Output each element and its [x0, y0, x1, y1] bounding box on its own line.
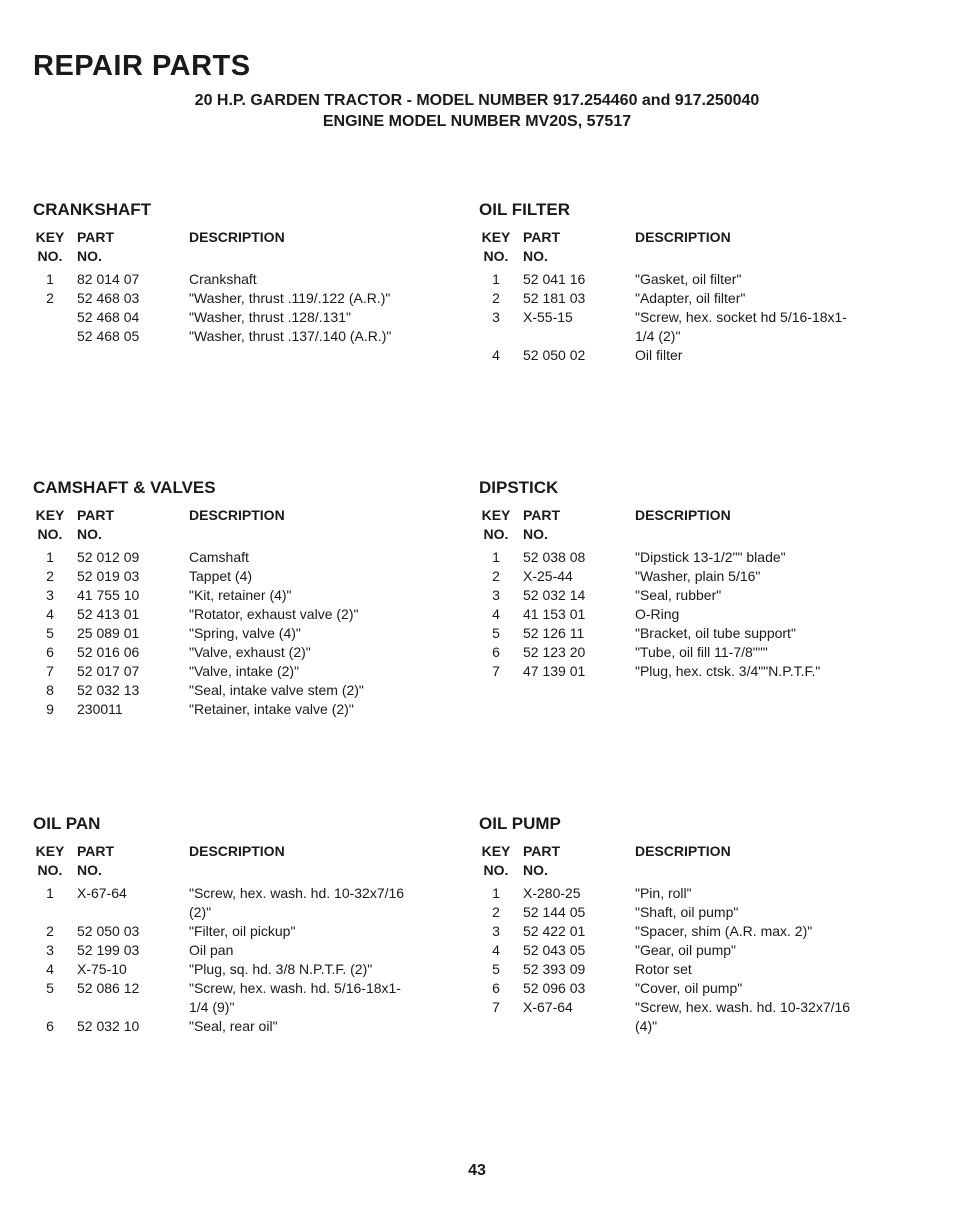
table-row [33, 979, 453, 1017]
part-number: 52 123 20 [523, 644, 586, 660]
part-number: 52 032 13 [77, 682, 140, 698]
part-description: "Valve, exhaust (2)" [189, 644, 311, 660]
key-number: 5 [46, 625, 54, 641]
table-row [33, 1017, 453, 1036]
part-description: "Gasket, oil filter" [635, 271, 742, 287]
table-row [33, 327, 453, 346]
part-number: 82 014 07 [77, 271, 140, 287]
table-row [479, 979, 899, 998]
table-row [479, 624, 899, 643]
key-number: 7 [492, 999, 500, 1015]
column-header-description: DESCRIPTION [635, 507, 731, 523]
key-number: 6 [46, 1018, 54, 1034]
table-row [479, 605, 899, 624]
column-header-key: KEY [481, 229, 511, 245]
key-number: 4 [492, 347, 500, 363]
part-number: 52 012 09 [77, 549, 140, 565]
section-title: CRANKSHAFT [33, 200, 152, 219]
key-number: 3 [492, 309, 500, 325]
column-header-key: KEY [481, 843, 511, 859]
key-number: 1 [492, 885, 500, 901]
key-number: 2 [492, 568, 500, 584]
table-row [33, 308, 453, 327]
part-description: "Spacer, shim (A.R. max. 2)" [635, 923, 813, 939]
page-number: 43 [468, 1162, 486, 1179]
column-header-description: DESCRIPTION [189, 843, 285, 859]
section-title: OIL PUMP [479, 814, 561, 833]
column-header-description: DESCRIPTION [189, 229, 285, 245]
part-number: 52 019 03 [77, 568, 140, 584]
part-description: "Seal, rubber" [635, 587, 722, 603]
part-number: X-67-64 [523, 999, 573, 1015]
key-number: 1 [492, 271, 500, 287]
key-number: 3 [492, 587, 500, 603]
part-number: X-25-44 [523, 568, 573, 584]
key-number: 7 [492, 663, 500, 679]
part-number: 52 050 02 [523, 347, 586, 363]
part-number: 52 422 01 [523, 923, 586, 939]
part-number: X-280-25 [523, 885, 581, 901]
column-header-part: PART [523, 229, 561, 245]
column-header-description: DESCRIPTION [635, 843, 731, 859]
key-number: 6 [492, 980, 500, 996]
column-header-part-no: NO. [77, 248, 102, 264]
part-description: O-Ring [635, 606, 680, 622]
table-row [479, 289, 899, 308]
column-header-key: KEY [35, 843, 65, 859]
column-header-part-no: NO. [523, 248, 548, 264]
table-row [33, 605, 453, 624]
key-number: 3 [492, 923, 500, 939]
section-title: DIPSTICK [479, 478, 559, 497]
table-row [479, 884, 899, 903]
part-number: 52 038 08 [523, 549, 586, 565]
part-number: 41 755 10 [77, 587, 140, 603]
column-header-part-no: NO. [77, 526, 102, 542]
part-description: "Screw, hex. wash. hd. 10-32x7/16 (2)" [189, 885, 405, 920]
part-description: "Tube, oil fill 11-7/8""" [635, 644, 768, 660]
part-number: 52 041 16 [523, 271, 586, 287]
column-header-part: PART [77, 507, 115, 523]
table-row [479, 903, 899, 922]
table-row [33, 567, 453, 586]
part-description: "Plug, sq. hd. 3/8 N.P.T.F. (2)" [189, 961, 373, 977]
key-number: 2 [46, 290, 54, 306]
key-number: 1 [46, 549, 54, 565]
part-number: 52 126 11 [523, 625, 585, 641]
key-number: 3 [46, 587, 54, 603]
table-row [33, 884, 453, 922]
part-number: 52 199 03 [77, 942, 140, 958]
part-number: 52 032 14 [523, 587, 586, 603]
part-description: "Seal, intake valve stem (2)" [189, 682, 364, 698]
column-header-key: KEY [481, 507, 511, 523]
part-number: 52 096 03 [523, 980, 586, 996]
parts-list [33, 548, 453, 719]
part-number: 52 468 03 [77, 290, 140, 306]
section-title: CAMSHAFT & VALVES [33, 478, 216, 497]
part-description: "Shaft, oil pump" [635, 904, 739, 920]
part-description: "Screw, hex. wash. hd. 10-32x7/16 (4)" [635, 999, 851, 1034]
part-number: 52 032 10 [77, 1018, 140, 1034]
parts-list [33, 270, 453, 346]
part-number: X-55-15 [523, 309, 573, 325]
key-number: 1 [46, 271, 54, 287]
column-header-key-no: NO. [37, 248, 63, 264]
key-number: 9 [46, 701, 54, 717]
part-number: 52 017 07 [77, 663, 140, 679]
key-number: 1 [46, 885, 54, 901]
table-row [479, 270, 899, 289]
part-description: "Washer, plain 5/16" [635, 568, 761, 584]
part-description: "Retainer, intake valve (2)" [189, 701, 354, 717]
page-title: REPAIR PARTS [33, 50, 251, 82]
table-row [479, 922, 899, 941]
table-row [479, 643, 899, 662]
column-header-key-no: NO. [483, 526, 509, 542]
table-row [479, 586, 899, 605]
key-number: 2 [492, 290, 500, 306]
table-row [33, 681, 453, 700]
column-header-description: DESCRIPTION [189, 507, 285, 523]
part-number: 230011 [77, 701, 123, 717]
table-row [33, 624, 453, 643]
part-description: "Dipstick 13-1/2"" blade" [635, 549, 786, 565]
column-header-key: KEY [35, 229, 65, 245]
part-description: "Gear, oil pump" [635, 942, 736, 958]
table-row [33, 548, 453, 567]
parts-list [479, 884, 899, 1036]
key-number: 8 [46, 682, 54, 698]
engine-subtitle: ENGINE MODEL NUMBER MV20S, 57517 [322, 113, 632, 130]
table-row [33, 270, 453, 289]
part-description: "Valve, intake (2)" [189, 663, 300, 679]
table-row [33, 922, 453, 941]
column-header-part: PART [523, 507, 561, 523]
section-title: OIL FILTER [479, 200, 570, 219]
column-header-key-no: NO. [483, 862, 509, 878]
key-number: 6 [46, 644, 54, 660]
part-description: "Rotator, exhaust valve (2)" [189, 606, 359, 622]
part-number: 52 468 05 [77, 328, 140, 344]
part-description: Oil filter [635, 347, 683, 363]
key-number: 3 [46, 942, 54, 958]
part-number: 52 016 06 [77, 644, 140, 660]
table-row [479, 960, 899, 979]
key-number: 5 [492, 961, 500, 977]
key-number: 2 [46, 568, 54, 584]
part-number: 52 181 03 [523, 290, 586, 306]
table-row [33, 700, 453, 719]
column-header-key-no: NO. [37, 862, 63, 878]
table-row [33, 643, 453, 662]
part-description: "Seal, rear oil" [189, 1018, 278, 1034]
part-description: Tappet (4) [189, 568, 253, 584]
key-number: 7 [46, 663, 54, 679]
part-description: "Spring, valve (4)" [189, 625, 301, 641]
part-description: Crankshaft [189, 271, 257, 287]
table-row [479, 308, 899, 346]
part-number: 52 043 05 [523, 942, 586, 958]
part-description: Rotor set [635, 961, 692, 977]
part-description: Camshaft [189, 549, 249, 565]
table-row [479, 548, 899, 567]
column-header-key: KEY [35, 507, 65, 523]
part-description: "Adapter, oil filter" [635, 290, 746, 306]
column-header-part-no: NO. [77, 862, 102, 878]
key-number: 2 [46, 923, 54, 939]
table-row [479, 941, 899, 960]
part-description: "Cover, oil pump" [635, 980, 743, 996]
table-row [479, 346, 899, 365]
parts-list [33, 884, 453, 1036]
part-description: "Plug, hex. ctsk. 3/4""N.P.T.F." [635, 663, 821, 679]
column-header-key-no: NO. [483, 248, 509, 264]
table-row [33, 941, 453, 960]
table-row [479, 567, 899, 586]
parts-list [479, 548, 899, 681]
key-number: 4 [46, 961, 54, 977]
part-number: 52 413 01 [77, 606, 140, 622]
key-number: 5 [492, 625, 500, 641]
table-row [479, 662, 899, 681]
table-row [33, 960, 453, 979]
table-row [33, 586, 453, 605]
model-subtitle: 20 H.P. GARDEN TRACTOR - MODEL NUMBER 917.254460 and 917.250040 [194, 92, 760, 109]
column-header-part: PART [77, 843, 115, 859]
section-title: OIL PAN [33, 814, 101, 833]
key-number: 6 [492, 644, 500, 660]
column-header-description: DESCRIPTION [635, 229, 731, 245]
column-header-part: PART [523, 843, 561, 859]
part-description: "Washer, thrust .119/.122 (A.R.)" [189, 290, 391, 306]
column-header-part-no: NO. [523, 862, 548, 878]
part-description: "Screw, hex. socket hd 5/16-18x1-1/4 (2)" [635, 309, 847, 344]
key-number: 4 [492, 606, 500, 622]
column-header-part: PART [77, 229, 115, 245]
part-number: X-67-64 [77, 885, 127, 901]
part-description: "Screw, hex. wash. hd. 5/16-18x1-1/4 (9)" [189, 980, 401, 1015]
part-description: "Kit, retainer (4)" [189, 587, 292, 603]
part-number: 41 153 01 [523, 606, 586, 622]
column-header-part-no: NO. [523, 526, 548, 542]
column-header-key-no: NO. [37, 526, 63, 542]
part-number: 52 468 04 [77, 309, 140, 325]
part-number: 52 144 05 [523, 904, 586, 920]
key-number: 5 [46, 980, 54, 996]
table-row [479, 998, 899, 1036]
key-number: 4 [46, 606, 54, 622]
part-description: "Filter, oil pickup" [189, 923, 296, 939]
part-description: "Pin, roll" [635, 885, 692, 901]
table-row [33, 662, 453, 681]
part-description: "Washer, thrust .128/.131" [189, 309, 351, 325]
part-number: 25 089 01 [77, 625, 140, 641]
part-description: "Bracket, oil tube support" [635, 625, 796, 641]
table-row [33, 289, 453, 308]
key-number: 2 [492, 904, 500, 920]
part-number: X-75-10 [77, 961, 127, 977]
part-number: 52 086 12 [77, 980, 140, 996]
key-number: 1 [492, 549, 500, 565]
parts-list [479, 270, 899, 365]
key-number: 4 [492, 942, 500, 958]
part-number: 52 050 03 [77, 923, 140, 939]
part-number: 52 393 09 [523, 961, 586, 977]
part-description: "Washer, thrust .137/.140 (A.R.)" [189, 328, 392, 344]
part-number: 47 139 01 [523, 663, 586, 679]
part-description: Oil pan [189, 942, 234, 958]
